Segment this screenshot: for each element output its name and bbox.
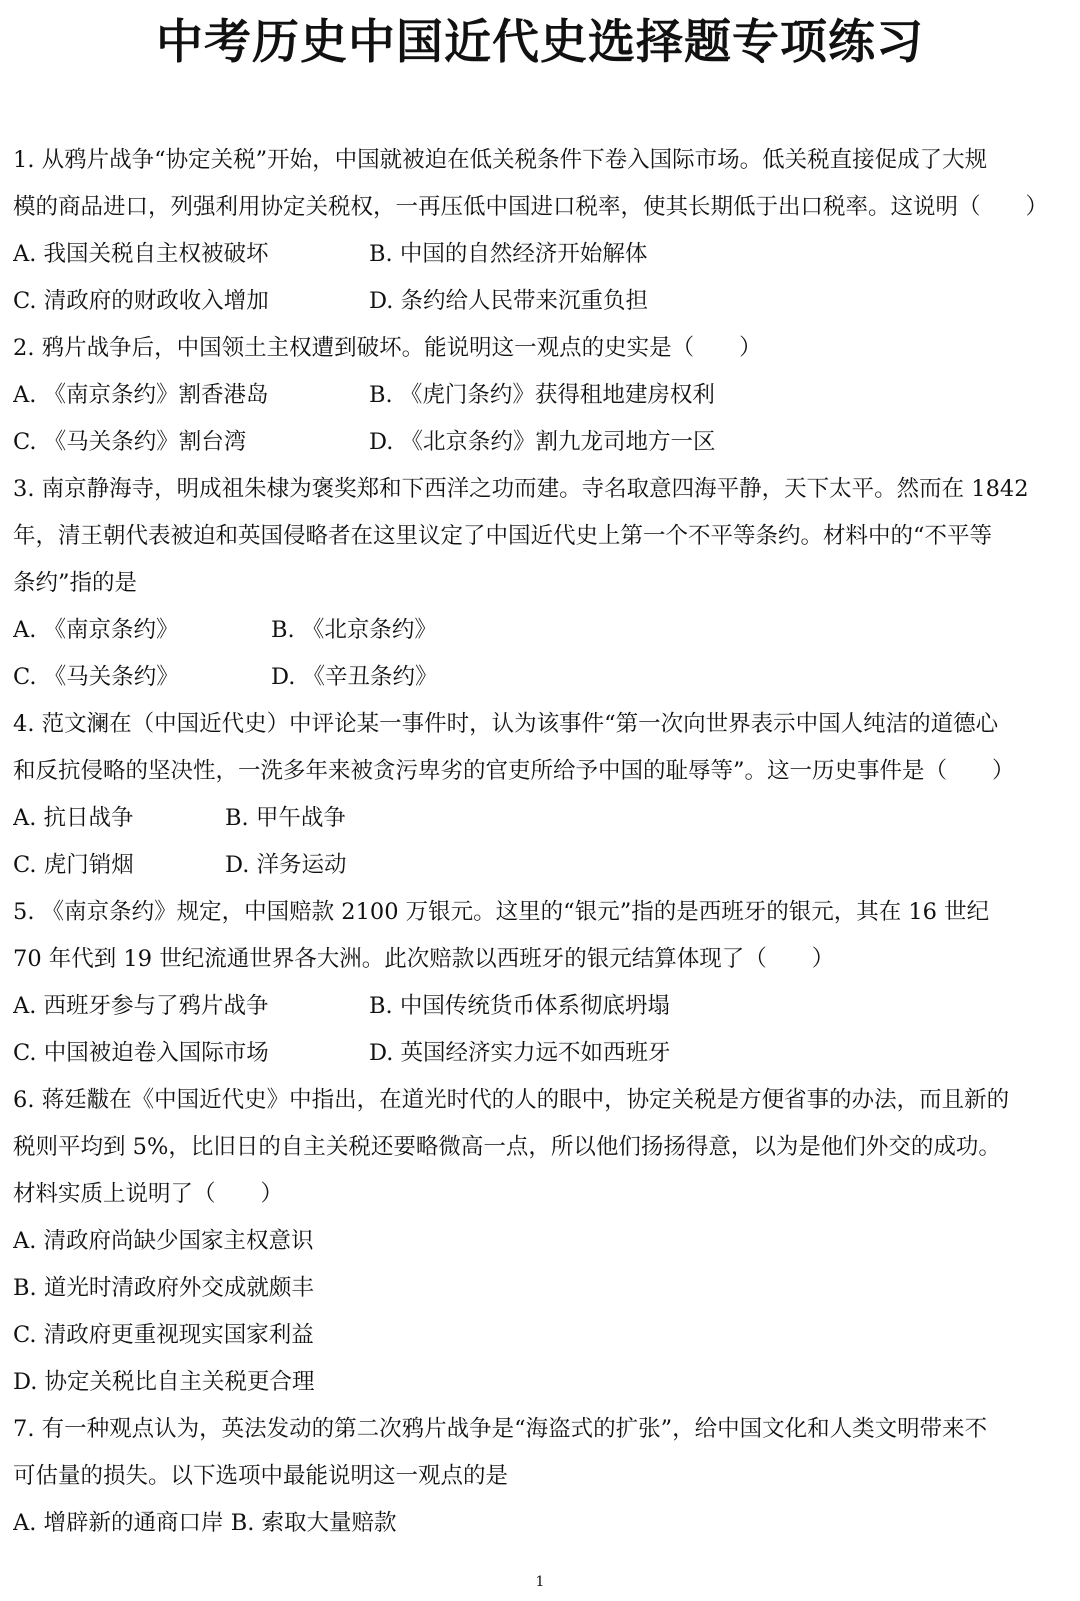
answer-option[interactable]: C. 《马关条约》割台湾: [13, 429, 247, 455]
option-row: [13, 607, 1067, 654]
answer-option[interactable]: D. 《北京条约》割九龙司地方一区: [369, 429, 716, 455]
question-stem-line: 3. 南京静海寺，明成祖朱棣为褒奖郑和下西洋之功而建。寺名取意四海平静，天下太平。然而在 1842: [13, 476, 1029, 502]
option-row: [13, 372, 1067, 419]
question-stem-line: 和反抗侵略的坚决性，一洗多年来被贪污卑劣的官吏所给予中国的耻辱等”。这一历史事件是（ ）: [13, 758, 1015, 784]
question-6: [13, 1077, 1067, 1406]
question-stem-line: 模的商品进口，列强利用协定关税权，一再压低中国进口税率，使其长期低于出口税率。这说明（ ）: [13, 194, 1049, 220]
question-list: [13, 137, 1067, 1547]
answer-option[interactable]: A. 抗日战争: [13, 805, 134, 831]
option-row: [13, 1265, 1067, 1312]
answer-option[interactable]: C. 清政府的财政收入增加: [13, 288, 269, 314]
question-2: [13, 325, 1067, 466]
answer-option[interactable]: C. 清政府更重视现实国家利益: [13, 1322, 314, 1348]
question-7: [13, 1406, 1067, 1547]
option-row: [13, 795, 1067, 842]
option-row: [13, 654, 1067, 701]
answer-option[interactable]: D. 《辛丑条约》: [271, 664, 438, 690]
question-stem-line: 1. 从鸦片战争“协定关税”开始，中国就被迫在低关税条件下卷入国际市场。低关税直接促成了大规: [13, 147, 988, 173]
answer-option[interactable]: B. 《北京条约》: [271, 617, 437, 643]
answer-option[interactable]: B. 道光时清政府外交成就颇丰: [13, 1275, 314, 1301]
page-number: 1: [535, 1574, 545, 1590]
question-stem-line: 6. 蒋廷黻在《中国近代史》中指出，在道光时代的人的眼中，协定关税是方便省事的办法，而且新的: [13, 1087, 1010, 1113]
question-3: [13, 466, 1067, 701]
answer-option[interactable]: B. 中国传统货币体系彻底坍塌: [369, 993, 670, 1019]
answer-option[interactable]: B. 《虎门条约》获得租地建房权利: [369, 382, 715, 408]
answer-option[interactable]: A. 《南京条约》割香港岛: [13, 382, 269, 408]
question-5: [13, 889, 1067, 1077]
answer-option[interactable]: C. 中国被迫卷入国际市场: [13, 1040, 269, 1066]
question-stem-line: 税则平均到 5%，比旧日的自主关税还要略微高一点，所以他们扬扬得意，以为是他们外交的成功。: [13, 1134, 1001, 1160]
answer-option[interactable]: A. 西班牙参与了鸦片战争: [13, 993, 269, 1019]
option-row: [13, 231, 1067, 278]
question-stem-line: 4. 范文澜在（中国近代史）中评论某一事件时，认为该事件“第一次向世界表示中国人纯洁的道德心: [13, 711, 999, 737]
question-stem-line: 材料实质上说明了（ ）: [13, 1181, 284, 1207]
option-row: [13, 1218, 1067, 1265]
question-stem-line: 条约”指的是: [13, 570, 138, 596]
question-4: [13, 701, 1067, 889]
answer-option[interactable]: C. 虎门销烟: [13, 852, 134, 878]
answer-option[interactable]: D. 条约给人民带来沉重负担: [369, 288, 649, 314]
answer-option[interactable]: B. 甲午战争: [225, 805, 346, 831]
answer-option[interactable]: A. 清政府尚缺少国家主权意识: [13, 1228, 314, 1254]
option-row: [13, 1312, 1067, 1359]
answer-option[interactable]: A. 增辟新的通商口岸 B. 索取大量赔款: [13, 1510, 397, 1536]
option-row: [13, 419, 1067, 466]
answer-option[interactable]: A. 《南京条约》: [13, 617, 179, 643]
page-title: 中考历史中国近代史选择题专项练习: [156, 15, 924, 70]
answer-option[interactable]: D. 英国经济实力远不如西班牙: [369, 1040, 671, 1066]
answer-option[interactable]: D. 协定关税比自主关税更合理: [13, 1369, 315, 1395]
option-row: [13, 1030, 1067, 1077]
option-row: [13, 1359, 1067, 1406]
option-row: [13, 1500, 1067, 1547]
option-row: [13, 983, 1067, 1030]
question-stem-line: 可估量的损失。以下选项中最能说明这一观点的是: [13, 1463, 509, 1489]
question-stem-line: 年，清王朝代表被迫和英国侵略者在这里议定了中国近代史上第一个不平等条约。材料中的“不平等: [13, 523, 993, 549]
option-row: [13, 842, 1067, 889]
question-stem-line: 2. 鸦片战争后，中国领土主权遭到破坏。能说明这一观点的史实是（ ）: [13, 335, 762, 361]
question-stem-line: 5. 《南京条约》规定，中国赔款 2100 万银元。这里的“银元”指的是西班牙的银元，其在 16 世纪: [13, 899, 990, 925]
answer-option[interactable]: D. 洋务运动: [225, 852, 347, 878]
question-stem-line: 70 年代到 19 世纪流通世界各大洲。此次赔款以西班牙的银元结算体现了（ ）: [13, 946, 835, 972]
option-row: [13, 278, 1067, 325]
question-1: [13, 137, 1067, 325]
answer-option[interactable]: A. 我国关税自主权被破坏: [13, 241, 269, 267]
answer-option[interactable]: B. 中国的自然经济开始解体: [369, 241, 648, 267]
question-stem-line: 7. 有一种观点认为，英法发动的第二次鸦片战争是“海盗式的扩张”，给中国文化和人类文明带来不: [13, 1416, 988, 1442]
answer-option[interactable]: C. 《马关条约》: [13, 664, 179, 690]
